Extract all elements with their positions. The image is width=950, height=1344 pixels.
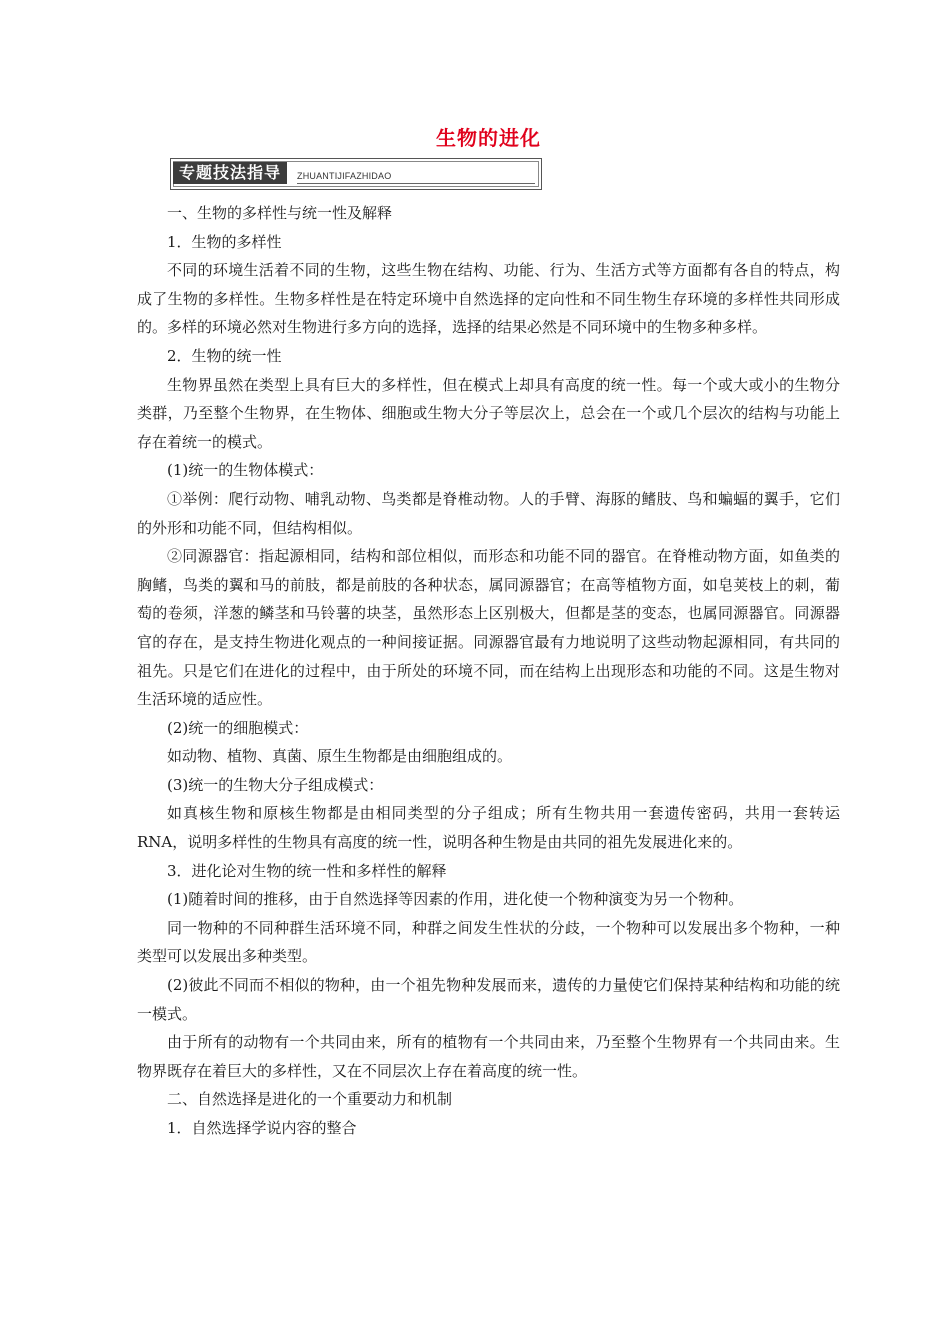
body-paragraph: 不同的环境生活着不同的生物，这些生物在结构、功能、行为、生活方式等方面都有各自的特点，构成了生物的多样性。生物多样性是在特定环境中自然选择的定向性和不同生物生存环境的多样性共同形成的。多样的环境必然对生物进行多方向的选择，选择的结果必然是不同环境中的生物多种多样。 (137, 261, 840, 337)
body-paragraph: 由于所有的动物有一个共同由来，所有的植物有一个共同由来，乃至整个生物界有一个共同由来。生物界既存在着巨大的多样性，又在不同层次上存在着高度的统一性。 (137, 1033, 840, 1080)
banner-underline (297, 183, 535, 184)
section-banner (170, 158, 542, 190)
banner-label: 专题技法指导 (173, 162, 287, 184)
list-heading: (2)统一的细胞模式： (167, 718, 309, 737)
document-body (137, 199, 840, 1143)
body-paragraph: 如真核生物和原核生物都是由相同类型的分子组成；所有生物共用一套遗传密码，共用一套转运RNA，说明多样性的生物具有高度的统一性，说明各种生物是由共同的祖先发展进化来的。 (137, 804, 840, 852)
subheading: 1．生物的多样性 (167, 232, 282, 251)
body-paragraph: 如动物、植物、真菌、原生生物都是由细胞组成的。 (167, 747, 513, 766)
section-heading: 二、自然选择是进化的一个重要动力和机制 (167, 1090, 453, 1109)
subheading: 3．进化论对生物的统一性和多样性的解释 (167, 861, 447, 880)
page-title: 生物的进化 (436, 126, 541, 150)
subheading: 2．生物的统一性 (167, 346, 282, 365)
body-paragraph: 同一物种的不同种群生活环境不同，种群之间发生性状的分歧，一个物种可以发展出多个物种，一种类型可以发展出多种类型。 (137, 918, 840, 966)
list-heading: (1)统一的生物体模式： (167, 461, 324, 480)
subheading: 1．自然选择学说内容的整合 (167, 1119, 357, 1137)
body-paragraph: (1)随着时间的推移，由于自然选择等因素的作用，进化使一个物种演变为另一个物种。 (167, 890, 744, 909)
body-paragraph: ①举例：爬行动物、哺乳动物、鸟类都是脊椎动物。人的手臂、海豚的鳍肢、鸟和蝙蝠的翼手，它们的外形和功能不同，但结构相似。 (137, 489, 840, 537)
list-heading: (3)统一的生物大分子组成模式： (167, 775, 384, 794)
section-heading: 一、生物的多样性与统一性及解释 (167, 204, 393, 222)
body-paragraph: ②同源器官：指起源相同，结构和部位相似，而形态和功能不同的器官。在脊椎动物方面，如鱼类的胸鳍，鸟类的翼和马的前肢，都是前肢的各种状态，属同源器官；在高等植物方面，如皂荚枝上的刺，葡萄的卷须，洋葱的鳞茎和马铃薯的块茎，虽然形态上区别极大，但都是茎的变态，也属同源器官。同源器官的存在，是支持生物进化观点的一种间接证据。同源器官最有力地说明了这些动物起源相同，有共同的祖先。只是它们在进化的过程中，由于所处的环境不同，而在结构上出现形态和功能的不同。这是生物对生活环境的适应性。 (137, 547, 840, 709)
body-paragraph: 生物界虽然在类型上具有巨大的多样性，但在模式上却具有高度的统一性。每一个或大或小的生物分类群，乃至整个生物界，在生物体、细胞或生物大分子等层次上，总会在一个或几个层次的结构与功能上存在着统一的模式。 (137, 375, 840, 451)
body-paragraph: (2)彼此不同而不相似的物种，由一个祖先物种发展而来，遗传的力量使它们保持某种结构和功能的统一模式。 (137, 976, 840, 1023)
banner-pinyin: ZHUANTIJIFAZHIDAO (297, 171, 392, 181)
